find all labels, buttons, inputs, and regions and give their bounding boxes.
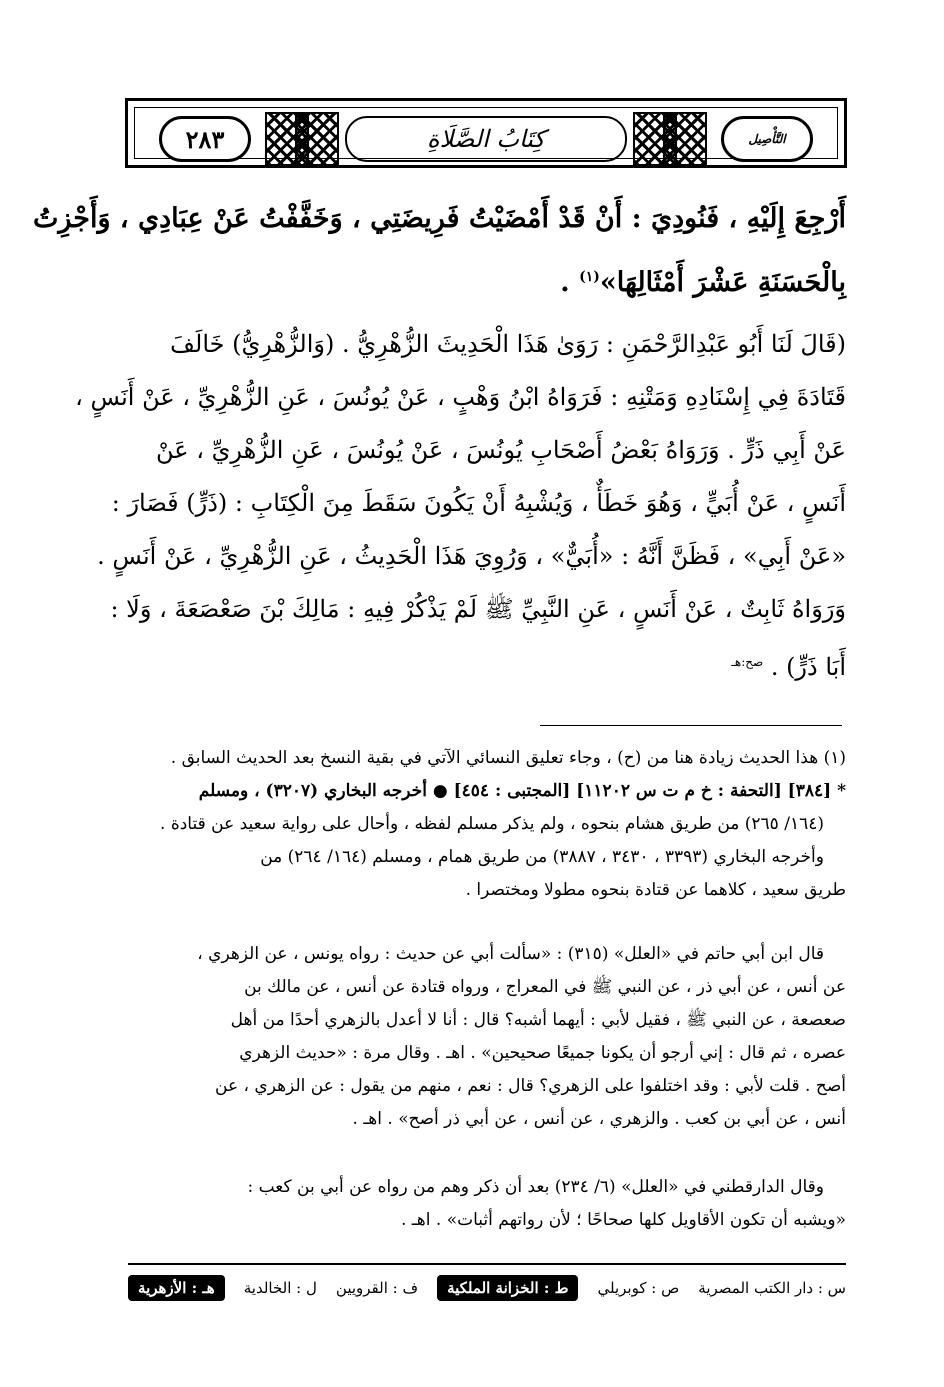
legend-item: س : دار الكتب المصرية: [698, 1279, 846, 1297]
footnote-divider: [540, 725, 842, 726]
legend-item: ل : الخالدية: [243, 1279, 317, 1297]
chapter-title: كِتَابُ الصَّلَاةِ: [345, 116, 627, 162]
text-line: أَرْجِعَ إِلَيْهِ ، فَنُودِيَ : أَنْ قَدْ أَمْضَيْتُ فَرِيضَتِي ، وَخَفَّفْتُ عَنْ عِبَادِي ، وَأَجْزِتُ: [32, 203, 846, 234]
text-line: قَتَادَةَ فِي إِسْنَادِهِ وَمَتْنِهِ : فَرَوَاهُ ابْنُ وَهْبٍ ، عَنْ يُونُسَ ، عَنِ الزُّهْرِيِّ ، عَنْ أَنَسٍ ،: [75, 383, 846, 411]
text-line: أَنَسٍ ، عَنْ أُبَيٍّ ، وَهُوَ خَطَأٌ ، وَيُشْبِهُ أَنْ يَكُونَ سَقَطَ مِنَ الْكِتَابِ : (ذَرٍّ) فَصَارَ :: [111, 489, 846, 517]
footnote-line: طريق سعيد ، كلاهما عن قتادة بنحوه مطولا ومختصرا .: [465, 880, 846, 900]
footnote-line: * [٣٨٤] [التحفة : خ م ت س ١١٢٠٢] [المجتبى : ٤٥٤] ● أخرجه البخاري (٣٢٠٧) ، ومسلم: [198, 781, 846, 801]
text-line: وَرَوَاهُ ثَابِتٌ ، عَنْ أَنَسٍ ، عَنِ النَّبِيِّ ﷺ لَمْ يَذْكُرْ فِيهِ : مَالِكَ بْنَ صَعْصَعَةَ ، وَلَا :: [110, 595, 846, 623]
legend-item: ط : الخزانة الملكية: [437, 1275, 578, 1301]
footnote-1: [128, 742, 846, 775]
publisher-emblem: التَّأْصِيل: [721, 116, 813, 162]
footnote-line: قال ابن أبي حاتم في «العلل» (٣١٥) : «سألت أبي عن حديث : رواه يونس ، عن الزهري ،: [197, 944, 824, 964]
header-frame: [134, 107, 838, 159]
ornament-icon: [295, 112, 339, 166]
footnote-line: وقال الدارقطني في «العلل» (٦/ ٢٣٤) بعد أن ذكر وهم من رواه عن أبي بن كعب :: [247, 1177, 824, 1197]
page-header: [125, 98, 847, 168]
footnote-ilal-daraqutni: [128, 1171, 846, 1237]
footnote-ref[interactable]: (١): [579, 269, 600, 285]
correction-mark: صح:هـ: [731, 655, 764, 669]
footnote-line: أصح . قلت لأبي : وقد اختلفوا على الزهري؟ قال : نعم ، منهم من يقول : عن الزهري ، عن: [215, 1076, 846, 1096]
footnote-line: عصره ، ثم قال : إني أرجو أن يكونا جميعًا صحيحين» . اهـ . وقال مرة : «حديث الزهري: [239, 1043, 846, 1063]
manuscript-legend: [128, 1270, 846, 1306]
text-segment: أَبَا ذَرٍّ) .: [770, 653, 846, 681]
footnote-line: «ويشبه أن تكون الأقاويل كلها صحاحًا ؛ لأن رواتهم أثبات» . اهـ .: [401, 1210, 846, 1230]
main-paragraph-2: [75, 318, 846, 694]
footnote-line: عن أنس ، عن أبي ذر ، عن النبي ﷺ في المعراج ، ورواه قتادة عن أنس ، عن مالك بن: [244, 977, 846, 997]
text-line: «عَنْ أَبِي» ، فَظَنَّ أَنَّهُ : «أُبَيٌّ» ، وَرُوِيَ هَذَا الْحَدِيثُ ، عَنِ الزُّهْرِيِّ ، عَنْ أَنَسٍ .: [97, 542, 846, 570]
footnote-ilal-ibn-abi-hatim: [128, 938, 846, 1136]
legend-item: ف : القرويين: [335, 1279, 419, 1297]
text-line: [128, 248, 846, 312]
footnote-line: صعصعة ، عن النبي ﷺ ، فقيل لأبي : أيهما أشبه؟ قال : أنا لا أعدل بالزهري أحدًا من أهل: [230, 1010, 846, 1030]
legend-item: هـ : الأزهرية: [128, 1275, 225, 1301]
footnote-line: (١) هذا الحديث زيادة هنا من (ح) ، وجاء تعليق النسائي الآتي في بقية النسخ بعد الحديث السابق .: [170, 748, 846, 768]
text-segment: بِالْحَسَنَةِ عَشْرَ أَمْثَالِهَا»: [599, 267, 846, 298]
page-number: ٢٨٣: [159, 116, 251, 162]
legend-item: ص : كوبريلي: [597, 1279, 680, 1297]
footnote-line: أنس ، عن أبي بن كعب . والزهري ، عن أنس ، عن أبي ذر أصح» . اهـ .: [352, 1109, 846, 1129]
text-line: [128, 636, 846, 694]
text-line: عَنْ أَبِي ذَرٍّ . وَرَوَاهُ بَعْضُ أَصْحَابِ يُونُسَ ، عَنْ يُونُسَ ، عَنِ الزُّهْرِيِّ ، عَنْ: [155, 436, 846, 464]
legend-divider: [128, 1263, 846, 1265]
footnote-line: وأخرجه البخاري (٣٣٩٣ ، ٣٤٣٠ ، ٣٨٨٧) من طريق همام ، ومسلم (١٦٤/ ٢٦٤) من: [260, 847, 824, 867]
text-line: (قَالَ لَنَا أَبُو عَبْدِالرَّحْمَنِ : رَوَىٰ هَذَا الْحَدِيثَ الزُّهْرِيُّ . (وَالزُّهْرِيُّ) خَالَفَ: [170, 330, 846, 358]
ornament-icon: [633, 112, 677, 166]
footnote-line: (١٦٤/ ٢٦٥) من طريق هشام بنحوه ، ولم يذكر مسلم لفظه ، وأحال على رواية سعيد عن قتادة .: [160, 814, 824, 834]
text-segment: .: [560, 267, 580, 298]
footnote-hadith-384: [128, 775, 846, 907]
main-paragraph-1: [32, 190, 846, 312]
